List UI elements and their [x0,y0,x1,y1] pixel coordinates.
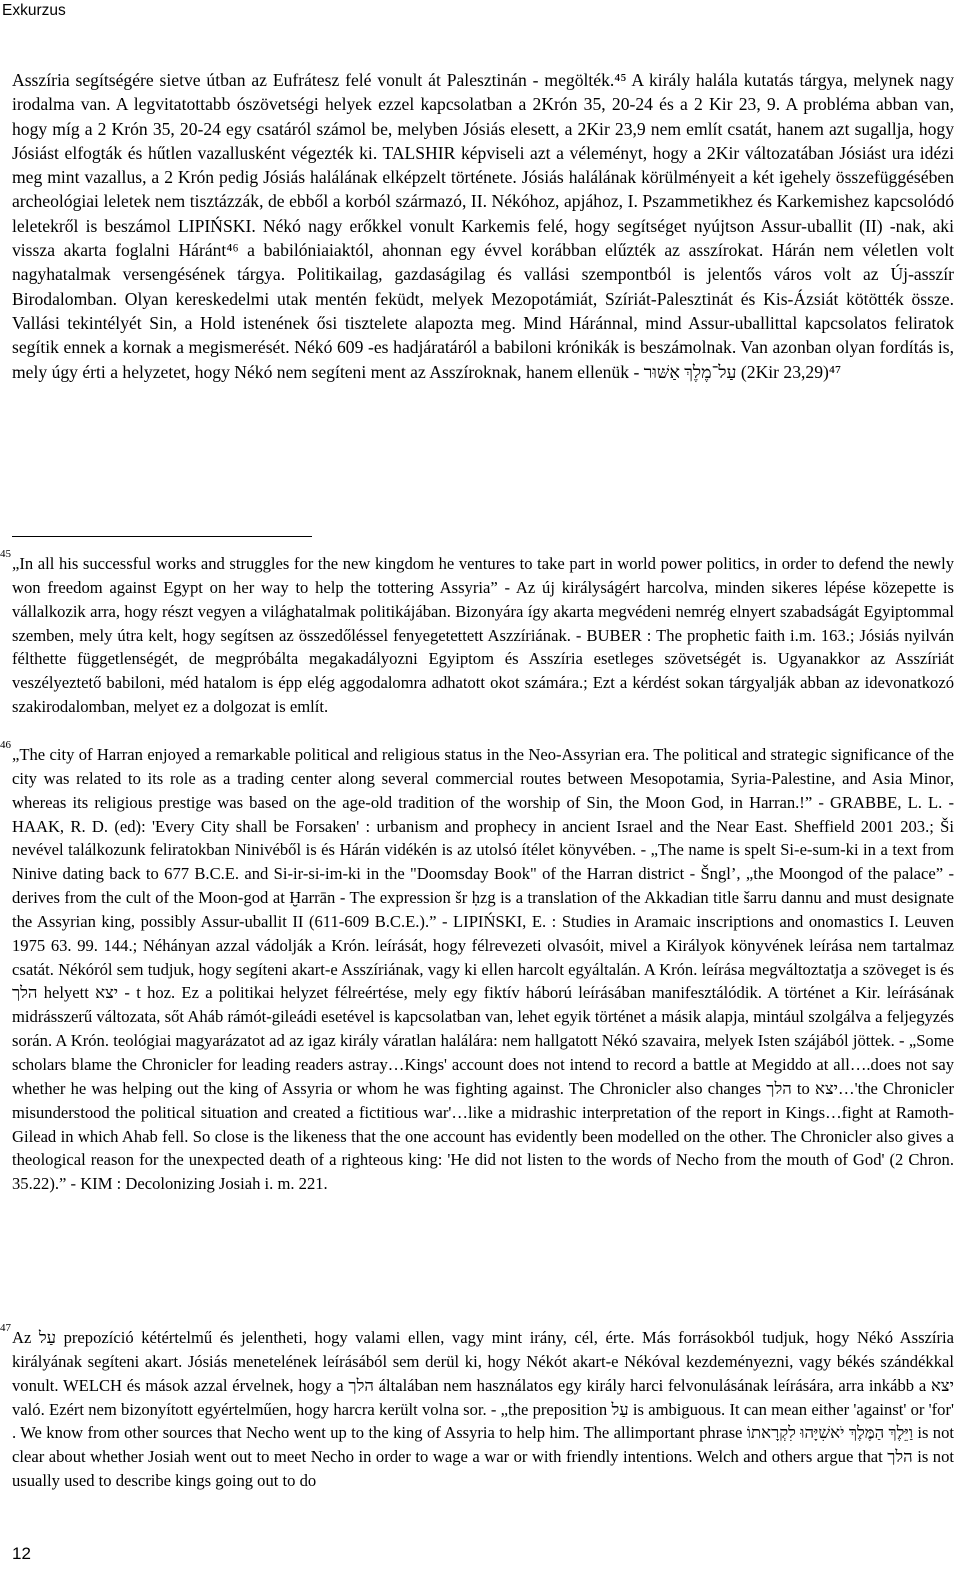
footnote-text: „The city of Harran enjoyed a remarkable political and religious status in the Neo-Assyrian era. The political and strategic significance of the city was related to its role as a trading center along several commercial routes between Mesopotamia, Syria-Palestine, and Asia Minor, whereas its religious prestige was based on the age-old tradition of the worship of Sin, the Moon God, in Harran.!” - GRABBE, L. L. - HAAK, R. D. (ed): 'Every City shall be Forsaken' : urbanism and prophecy in ancient Israel and the Near East. Sheffield 2001 203.; Ši nevével találkozunk feliratokban Ninivéből is és Hárán vidékén is az utolsó ítélet könyvében. - „The name is spelt Si-e-sum-ki in a text from Ninive dating back to 677 B.C.E. and Si-ir-si-im-ki in the "Doomsday Book" of the Harran district - Šngl’, „the Moongod of the palace” - derives from the cult of the Moon-god at Ḫarrān - The expression šr ḥzg is a translation of the Akkadian title šarru dannu and must designate the Assyrian king, possibly Assur-uballit II (611-609 B.C.E.).” - LIPIŃSKI, E. : Studies in Aramaic inscriptions and onomastics I. Leuven 1975 63. 99. 144.; Néhányan azzal vádolják a Krón. leírását, hogy félrevezeti olvasóit, mivel a Királyok könyvének leírása nem tartalmaz csatát. Nékóról sem tudjuk, hogy segíteni akart-e Asszíriának, vagy ki ellen harcolt egyáltalán. A Krón. leírása megváltoztatja a szöveget is és הלך helyett יצא - t hoz. Ez a politikai helyzet félreértése, mely egy fiktív háború leírásában manifesztálódik. A történet a Kir. leírásának midrásszerű változata, sőt Aháb rámót-gileádi esetével is kapcsolatban van, lehet egyik történet a másik alapja, mintául szolgálva a feljegyzés során. A Krón. teológiai magyarázatot ad az igaz király váratlan halálára: nem hallgatott Nékó szavaira, melyek Isten szájából jöttek. - „Some scholars blame the Chronicler for leading readers astray…Kings' account does not intend to record a battle at Megiddo at all….does not say whether he was helping out the king of Assyria or whom he was fighting against. The Chronicler also changes הלך to יצא…'the Chronicler misunderstood the political situation and created a fictitious war'…like a midrashic interpretation of the report in Kings…fight at Ramoth-Gilead in which Ahab fell. So close is the likeness that the one account has evidently been modelled on the other. The Chronicler also gives a theological reason for the unexpected death of a righteous king: 'He did not listen to the words of Necho from the mouth of God' (2 Chron. 35.22).” - KIM : Decolonizing Josiah i. m. 221. [12,745,954,1194]
footnote-46 [0,739,954,1196]
footnote-text: „In all his successful works and struggles for the new kingdom he ventures to take part in world power politics, in order to defend the newly won freedom against Egypt on her way to help the tottering Assyria” - Az új királyságért harcolva, minden sikeres lépése közepette is vállalkozik arra, hogy részt vegyen a világhatalmak politikájában. Bizonyára így akarta megvédeni nemrég elnyert szabadságát Egyiptommal szemben, mely útra kelt, hogy segítsen az összedőléssel fenyegetettett Aszzíriának. - BUBER : The prophetic faith i.m. 163.; Jósiás nyilván félthette függetlenségét, de megpróbálta megakadályozni Egyiptom és Asszíria esetleges szövetségét is. Ugyanakkor az Asszíriát veszélyeztető babiloni, méd hatalom is épp elég aggodalomra adhatott okot számára.; Ezt a kérdést sokan tárgyalják abban az idevonatkozó szakirodalomban, melyet ez a dolgozat is említ. [12,554,954,717]
footnote-text: Az עַל prepozíció kétértelmű és jelentheti, hogy valami ellen, vagy mint irány, cél, érte. Más forrásokból tudjuk, hogy Nékó Asszíria királyának segíteni akart. Jósiás menetelének leírásából sem derül ki, hogy Nékót akart-e Nékóval kezdeményezni, vagy békés szándékkal vonult. WELCH és mások azzal érvelnek, hogy a הלך általában nem használatos egy király harci felvonulásának leírására, arra inkább a יצא való. Ezért nem bizonyított egyértelműen, hogy harcra került volna sor. - „the preposition עַל is ambiguous. It can mean either 'against' or 'for' . We know from other sources that Necho went up to the king of Assyria to help him. The allimportant phrase וַיֵּלֶךְ הַמֶּלֶךְ יֹאשִׁיָּהוּ לִקְרָאתוֹ is not clear about whether Josiah went out to meet Necho in order to wage a war or with friendly intentions. Welch and others argue that הלך is not usually used to describe kings going out to do [12,1328,955,1491]
main-text [12,68,954,384]
main-paragraph: Asszíria segítségére sietve útban az Eufrátesz felé vonult át Palesztinán - megölték.⁴⁵ A király halála kutatás tárgya, melynek nagy irodalma van. A legvitatottabb ószövetségi helyek ezzel kapcsolatban a 2Krón 35, 20-24 és a 2 Kir 23, 9. A probléma abban van, hogy míg a 2 Krón 35, 20-24 egy csatáról számol be, melyben Jósiás elesett, a 2Kir 23,9 nem említ csatát, hanem azt sugallja, hogy Jósiást elfogták és hűtlen vazallusként végezték ki. TALSHIR képviseli azt a véleményt, hogy a 2Kir változatában Jósiást ura idézi meg mint vazallus, a 2 Krón pedig Jósiás halálának elképzelt története. Jósiás halálának körülményeit a két igehely összefüggésében archeológiai leletek nem tisztázzák, de ebből a korból származó, II. Nékóhoz, apjához, I. Pszammetikhez és Karkemishez kapcsolódó leletekről is beszámol LIPIŃSKI. Nékó nagy erőkkel vonult Karkemis felé, hogy segítséget nyújtson Assur-uballit (II) -nak, aki vissza akarta foglalni Háránt⁴⁶ a babilóniaiaktól, ahonnan egy évvel korábban elűzték az asszírokat. Hárán nem véletlen volt nagyhatalmak versengésének tárgya. Politikailag, gazdaságilag és vallási szempontból is jelentős város volt az Új-asszír Birodalomban. Olyan kereskedelmi utak mentén feküdt, melyek Mezopotámiát, Szíriát-Palesztinát és Kis-Ázsiát kötötték össze. Vallási tekintélyét Sin, a Hold istenének ősi tisztelete alapozta meg. Mind Háránnal, mind Assur-uballittal kapcsolatos feliratok segítik ennek a kornak a megismerését. Nékó 609 -es hadjáratáról a babiloni krónikák is beszámolnak. Van azonban olyan fordítás is, mely úgy érti a helyzetet, hogy Nékó nem segíteni ment az Asszíroknak, hanem ellenük - עַל־מֶלֶךְ אַשּׁוּר (2Kir 23,29)⁴⁷ [12,70,954,382]
footnote-separator [12,536,312,537]
footnote-47 [0,1322,955,1493]
page-number: 12 [12,1544,31,1563]
footnote-45 [0,548,954,719]
footnote-number: 45 [0,548,11,560]
footnote-number: 47 [0,1322,11,1334]
footnote-number: 46 [0,739,11,751]
running-header: Exkurzus [2,2,66,19]
